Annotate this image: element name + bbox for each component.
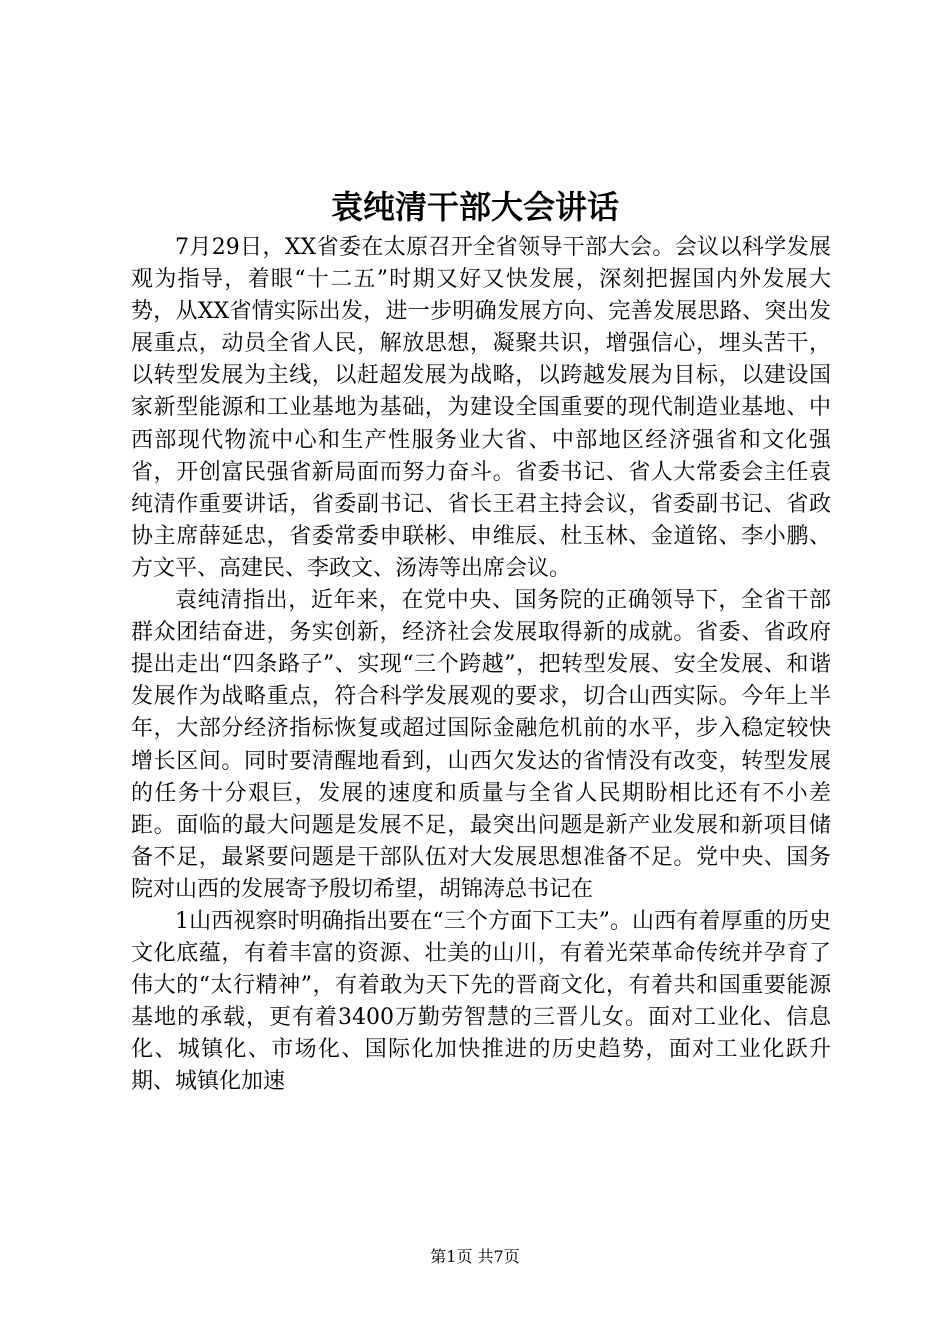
paragraph: 7月29日，XX省委在太原召开全省领导干部大会。会议以科学发展观为指导，着眼“十二五”时期又好又快发展，深刻把握国内外发展大势，从XX省情实际出发，进一步明确发展方向、完善发展思路、突出发展重点，动员全省人民，解放思想，凝聚共识，增强信心，埋头苦干，以转型发展为主线，以赶超发展为战略，以跨越发展为目标，以建设国家新型能源和工业基地为基础，为建设全国重要的现代制造业基地、中西部现代物流中心和生产性服务业大省、中部地区经济强省和文化强省，开创富民强省新局面而努力奋斗。省委书记、省人大常委会主任袁纯清作重要讲话，省委副书记、省长王君主持会议，省委副书记、省政协主席薛延忠，省委常委申联彬、申维辰、杜玉林、金道铭、李小鹏、方文平、高建民、李政文、汤涛等出席会议。 xyxy=(131,235,831,581)
paragraph: 袁纯清指出，近年来，在党中央、国务院的正确领导下，全省干部群众团结奋进，务实创新，经济社会发展取得新的成就。省委、省政府提出走出“四条路子”、实现“三个跨越”，把转型发展、安全发展、和谐发展作为战略重点，符合科学发展观的要求，切合山西实际。今年上半年，大部分经济指标恢复或超过国际金融危机前的水平，步入稳定较快增长区间。同时要清醒地看到，山西欠发达的省情没有改变，转型发展的任务十分艰巨，发展的速度和质量与全省人民期盼相比还有不小差距。面临的最大问题是发展不足，最突出问题是新产业发展和新项目储备不足，最紧要问题是干部队伍对大发展思想准备不足。党中央、国务院对山西的发展寄予殷切希望，胡锦涛总书记在 xyxy=(131,588,831,902)
page-number-footer: 第1页 共7页 xyxy=(430,1247,520,1266)
document-body xyxy=(131,232,831,1099)
document-title: 袁纯清干部大会讲话 xyxy=(330,188,619,226)
paragraph: 1山西视察时明确指出要在“三个方面下工夫”。山西有着厚重的历史文化底蕴，有着丰富的资源、壮美的山川，有着光荣革命传统并孕育了伟大的“太行精神”，有着敢为天下先的晋商文化，有着共和国重要能源基地的承载，更有着3400万勤劳智慧的三晋儿女。面对工业化、信息化、城镇化、市场化、国际化加快推进的历史趋势，面对工业化跃升期、城镇化加速 xyxy=(131,908,831,1095)
